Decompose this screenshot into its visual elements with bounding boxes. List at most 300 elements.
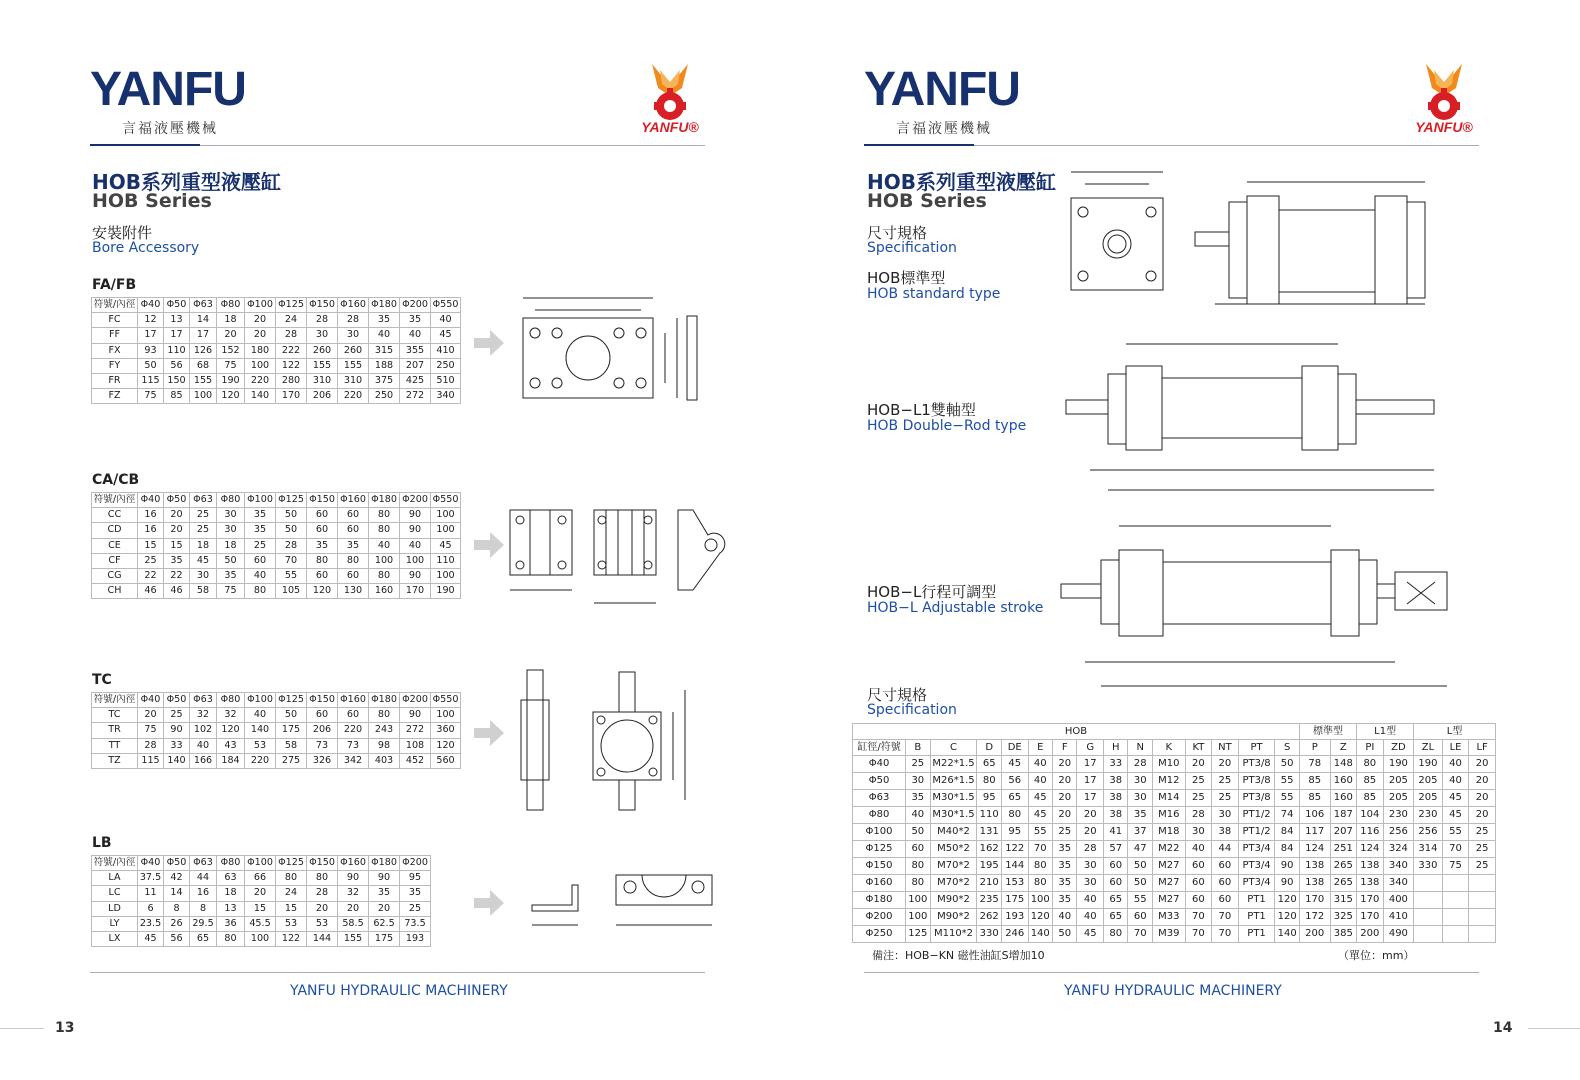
- page-number: 14: [1493, 1020, 1513, 1036]
- table-cell: 65: [190, 931, 217, 946]
- table-cell: 375: [369, 373, 400, 388]
- table-cell: 222: [276, 343, 307, 358]
- spec-cell: 190: [1383, 756, 1414, 773]
- spec-cell: 45: [1442, 790, 1469, 807]
- table-cell: 220: [245, 753, 276, 768]
- table-cell: 105: [276, 584, 307, 599]
- section-label-fafb: FA/FB: [92, 277, 137, 293]
- table-cell: 310: [338, 373, 369, 388]
- table-cell: 8: [164, 901, 190, 916]
- spec-header-cell: ZL: [1414, 740, 1443, 756]
- table-cell: 342: [338, 753, 369, 768]
- spec-cell: 28: [1185, 807, 1212, 824]
- spec-cell: 200: [1299, 926, 1330, 943]
- arrow-right-icon: [474, 532, 504, 558]
- spec-cell: 33: [1104, 756, 1128, 773]
- spec-cell: [1442, 875, 1469, 892]
- table-header-cell: Φ80: [217, 856, 245, 871]
- logo-wordmark: YANFU®: [1415, 119, 1473, 135]
- table-header-cell: Φ63: [190, 493, 217, 508]
- spec-cell: 138: [1357, 858, 1384, 875]
- table-cell: CC: [92, 508, 138, 523]
- table-header-cell: Φ200: [400, 493, 431, 508]
- table-header-cell: Φ100: [245, 493, 276, 508]
- table-header-cell: Φ180: [369, 693, 400, 708]
- lb-foot-bracket-drawing: [512, 865, 722, 937]
- spec-cell: M39: [1152, 926, 1185, 943]
- table-cell: 80: [276, 871, 307, 886]
- spec-cell: 85: [1357, 773, 1384, 790]
- table-cell: 16: [138, 523, 164, 538]
- table-cell: 25: [164, 708, 190, 723]
- spec-cell: 70: [1128, 926, 1152, 943]
- spec-cell: 265: [1330, 875, 1357, 892]
- spec-cell: PT3/4: [1238, 875, 1275, 892]
- spec-cell: Φ250: [853, 926, 906, 943]
- table-row: [853, 824, 1496, 841]
- table-cell: 100: [400, 553, 431, 568]
- table-cell: 45: [431, 538, 461, 553]
- table-cell: 206: [307, 723, 338, 738]
- spec-cell: 70: [1212, 926, 1239, 943]
- table-cell: 16: [190, 886, 217, 901]
- spec-cell: M30*1.5: [930, 807, 977, 824]
- table-cell: 60: [338, 708, 369, 723]
- spec-cell: 265: [1330, 858, 1357, 875]
- table-cell: 110: [431, 553, 461, 568]
- group-std: 標準型: [1299, 724, 1356, 740]
- table-header-cell: Φ150: [307, 298, 338, 313]
- table-cell: TT: [92, 738, 138, 753]
- spec-cell: 65: [1001, 790, 1028, 807]
- table-row: [853, 926, 1496, 943]
- table-cell: 60: [338, 568, 369, 583]
- spec-cell: 20: [1052, 807, 1076, 824]
- table-header-cell: Φ550: [431, 298, 461, 313]
- table-cell: 14: [164, 886, 190, 901]
- spec-cell: M27: [1152, 892, 1185, 909]
- spec-cell: 60: [1128, 909, 1152, 926]
- spec-cell: 65: [977, 756, 1001, 773]
- spec-cell: 116: [1357, 824, 1384, 841]
- spec-header-cell: KT: [1185, 740, 1212, 756]
- table-cell: 93: [138, 343, 164, 358]
- table-cell: 40: [400, 538, 431, 553]
- table-cell: 100: [431, 523, 461, 538]
- right-page: [790, 0, 1580, 1080]
- group-hob: HOB: [853, 724, 1300, 740]
- spec-cell: 40: [906, 807, 930, 824]
- spec-cell: 124: [1299, 841, 1330, 858]
- spec-cell: [1469, 875, 1496, 892]
- table-header-cell: Φ160: [338, 298, 369, 313]
- table-header-cell: Φ550: [431, 493, 461, 508]
- spec-cell: 40: [1052, 909, 1076, 926]
- spec-header-cell: K: [1152, 740, 1185, 756]
- table-header-cell: Φ100: [245, 298, 276, 313]
- table-cell: 12: [138, 313, 164, 328]
- section-label-cacb: CA/CB: [92, 472, 140, 488]
- table-cell: 30: [190, 568, 217, 583]
- spec-cell: 80: [1001, 807, 1028, 824]
- table-cell: 75: [217, 358, 245, 373]
- table-cell: 115: [138, 753, 164, 768]
- table-row: [92, 901, 431, 916]
- table-cell: 25: [400, 901, 431, 916]
- table-cell: 17: [138, 328, 164, 343]
- spec-cell: 25: [906, 756, 930, 773]
- table-cell: 18: [217, 538, 245, 553]
- table-cell: 28: [276, 328, 307, 343]
- table-cell: 80: [245, 584, 276, 599]
- spec-cell: M10: [1152, 756, 1185, 773]
- table-header-cell: Φ40: [138, 298, 164, 313]
- table-row: [92, 916, 431, 931]
- table-cell: CH: [92, 584, 138, 599]
- table-cell: 36: [217, 916, 245, 931]
- spec-cell: 162: [977, 841, 1001, 858]
- spec-cell: 195: [977, 858, 1001, 875]
- table-header-cell: Φ200: [400, 298, 431, 313]
- spec-cell: 45: [1001, 756, 1028, 773]
- table-cell: TR: [92, 723, 138, 738]
- table-header-cell: Φ80: [217, 298, 245, 313]
- table-cell: 90: [400, 708, 431, 723]
- spec-cell: 80: [1028, 875, 1052, 892]
- spec-cell: 56: [1001, 773, 1028, 790]
- spec-cell: 84: [1275, 824, 1299, 841]
- footer-rule: [90, 972, 705, 973]
- table-cell: 102: [190, 723, 217, 738]
- table-cell: 25: [138, 553, 164, 568]
- table-cell: FZ: [92, 389, 138, 404]
- eagle-gear-logo-icon: [632, 56, 708, 136]
- table-cell: 55: [276, 568, 307, 583]
- table-row: [92, 738, 461, 753]
- table-cell: CD: [92, 523, 138, 538]
- spec-cell: 70: [1212, 909, 1239, 926]
- table-cell: 58: [276, 738, 307, 753]
- table-cell: 28: [338, 313, 369, 328]
- table-cell: 20: [245, 886, 276, 901]
- spec-cell: PT3/4: [1238, 858, 1275, 875]
- table-cell: 155: [338, 358, 369, 373]
- spec-cell: 153: [1001, 875, 1028, 892]
- spec-cell: 160: [1330, 773, 1357, 790]
- table-header-cell: 符號/內徑: [92, 298, 138, 313]
- table-row: [853, 807, 1496, 824]
- spec-heading-en: Specification: [867, 702, 957, 718]
- table-cell: 20: [338, 901, 369, 916]
- spec-cell: 80: [977, 773, 1001, 790]
- table-cell: 42: [164, 871, 190, 886]
- spec-cell: [1414, 926, 1443, 943]
- table-cell: 90: [338, 871, 369, 886]
- table-cell: 15: [138, 538, 164, 553]
- spec-cell: 100: [1028, 892, 1052, 909]
- spec-cell: 144: [1001, 858, 1028, 875]
- footer-text: YANFU HYDRAULIC MACHINERY: [290, 983, 508, 999]
- spec-cell: M70*2: [930, 858, 977, 875]
- table-cell: 43: [217, 738, 245, 753]
- table-cell: 50: [217, 553, 245, 568]
- spec-cell: Φ160: [853, 875, 906, 892]
- spec-cell: [1469, 892, 1496, 909]
- spec-cell: 20: [1469, 807, 1496, 824]
- table-cell: 14: [190, 313, 217, 328]
- table-cell: 175: [276, 723, 307, 738]
- table-cell: 73: [338, 738, 369, 753]
- table-cell: 35: [164, 553, 190, 568]
- spec-cell: M50*2: [930, 841, 977, 858]
- spec-header-cell: C: [930, 740, 977, 756]
- spec-cell: PT3/8: [1238, 773, 1275, 790]
- table-cell: 35: [217, 568, 245, 583]
- group-l: L型: [1414, 724, 1496, 740]
- table-cell: 63: [217, 871, 245, 886]
- spec-cell: 30: [1077, 858, 1104, 875]
- table-header-cell: Φ200: [400, 856, 431, 871]
- spec-cell: 60: [1212, 858, 1239, 875]
- spec-cell: 60: [1212, 892, 1239, 909]
- table-cell: 100: [245, 931, 276, 946]
- table-row: [853, 909, 1496, 926]
- spec-cell: 65: [1104, 892, 1128, 909]
- spec-cell: 490: [1383, 926, 1414, 943]
- spec-header-cell: S: [1275, 740, 1299, 756]
- table-cell: 30: [217, 523, 245, 538]
- double-rod-cn: HOB−L1雙軸型: [867, 401, 976, 419]
- table-cell: 160: [369, 584, 400, 599]
- spec-cell: 17: [1077, 756, 1104, 773]
- table-cell: 100: [431, 708, 461, 723]
- table-cell: 155: [190, 373, 217, 388]
- table-cell: 60: [338, 508, 369, 523]
- spec-cell: 60: [1185, 875, 1212, 892]
- spec-cell: 40: [1185, 841, 1212, 858]
- spec-cell: 193: [1001, 909, 1028, 926]
- table-cell: 30: [217, 508, 245, 523]
- spec-header-cell: E: [1028, 740, 1052, 756]
- table-cell: 30: [307, 328, 338, 343]
- spec-cell: 55: [1128, 892, 1152, 909]
- table-cell: 8: [190, 901, 217, 916]
- spec-cell: 175: [1001, 892, 1028, 909]
- table-cell: 56: [164, 931, 190, 946]
- spec-cell: PT1/2: [1238, 807, 1275, 824]
- double-rod-en: HOB Double−Rod type: [867, 418, 1027, 434]
- table-cell: 40: [400, 328, 431, 343]
- table-cell: 70: [276, 553, 307, 568]
- table-cell: 452: [400, 753, 431, 768]
- arrow-right-icon: [474, 890, 504, 916]
- table-cell: 155: [338, 931, 369, 946]
- table-cell: 60: [307, 708, 338, 723]
- spec-cell: 205: [1383, 790, 1414, 807]
- table-header-cell: Φ40: [138, 693, 164, 708]
- spec-cell: 80: [1104, 926, 1128, 943]
- table-cell: 13: [164, 313, 190, 328]
- spec-cell: 50: [906, 824, 930, 841]
- table-cell: 75: [138, 723, 164, 738]
- table-cell: 260: [307, 343, 338, 358]
- spec-cell: 400: [1383, 892, 1414, 909]
- spec-cell: 40: [1028, 773, 1052, 790]
- table-header-cell: Φ160: [338, 856, 369, 871]
- table-cell: 20: [245, 313, 276, 328]
- table-header-cell: Φ50: [164, 693, 190, 708]
- spec-cell: 74: [1275, 807, 1299, 824]
- table-cell: 250: [431, 358, 461, 373]
- table-cell: 100: [190, 389, 217, 404]
- spec-cell: 131: [977, 824, 1001, 841]
- fafb-flange-drawing: [515, 288, 715, 420]
- table-cell: 35: [338, 538, 369, 553]
- page-title-en: HOB Series: [92, 190, 212, 212]
- table-cell: 144: [307, 931, 338, 946]
- table-cell: 170: [400, 584, 431, 599]
- spec-cell: M22*1.5: [930, 756, 977, 773]
- table-cell: 560: [431, 753, 461, 768]
- table-cell: 120: [307, 584, 338, 599]
- table-cell: 40: [369, 328, 400, 343]
- table-cell: 33: [164, 738, 190, 753]
- spec-cell: 28: [1077, 841, 1104, 858]
- spec-cell: PT1: [1238, 909, 1275, 926]
- spec-cell: 37: [1128, 824, 1152, 841]
- table-cell: 35: [245, 508, 276, 523]
- table-cell: 403: [369, 753, 400, 768]
- table-cell: 32: [217, 708, 245, 723]
- spec-cell: M40*2: [930, 824, 977, 841]
- spec-cell: Φ40: [853, 756, 906, 773]
- table-cell: 90: [369, 871, 400, 886]
- table-row: [853, 892, 1496, 909]
- table-cell: 152: [217, 343, 245, 358]
- hob-standard-drawing: [1065, 162, 1485, 312]
- table-cell: 120: [431, 738, 461, 753]
- table-cell: 75: [138, 389, 164, 404]
- table-cell: 275: [276, 753, 307, 768]
- spec-cell: M90*2: [930, 892, 977, 909]
- spec-cell: 30: [1212, 807, 1239, 824]
- spec-cell: PT3/8: [1238, 756, 1275, 773]
- spec-cell: 160: [1330, 790, 1357, 807]
- table-cell: 207: [400, 358, 431, 373]
- table-cell: 40: [245, 708, 276, 723]
- brand-subtitle: 言福液壓機械: [896, 121, 992, 137]
- spec-cell: 340: [1383, 858, 1414, 875]
- spec-cell: 35: [1128, 807, 1152, 824]
- spec-cell: 60: [1104, 858, 1128, 875]
- spec-cell: PT3/4: [1238, 841, 1275, 858]
- table-header-cell: Φ80: [217, 693, 245, 708]
- page-number-rule: [0, 1028, 44, 1029]
- spec-cell: Φ100: [853, 824, 906, 841]
- arrow-right-icon: [474, 720, 504, 746]
- spec-cell: 55: [1442, 824, 1469, 841]
- table-cell: 80: [307, 871, 338, 886]
- table-row: [853, 858, 1496, 875]
- table-cell: 35: [369, 886, 400, 901]
- hob-double-rod-drawing: [1060, 330, 1460, 505]
- logo-wordmark: YANFU®: [641, 119, 699, 135]
- spec-cell: 75: [1442, 858, 1469, 875]
- table-cell: 110: [164, 343, 190, 358]
- table-cell: 100: [431, 508, 461, 523]
- spec-cell: 85: [1299, 790, 1330, 807]
- table-cell: 23.5: [138, 916, 164, 931]
- cacb-clevis-drawing: [508, 505, 748, 610]
- table-cell: LX: [92, 931, 138, 946]
- subtitle-en: Bore Accessory: [92, 240, 200, 256]
- table-cell: 80: [217, 931, 245, 946]
- table-cell: 80: [369, 508, 400, 523]
- table-cell: 80: [369, 568, 400, 583]
- table-cell: 250: [369, 389, 400, 404]
- spec-cell: 80: [906, 875, 930, 892]
- page-title-cn: HOB系列重型液壓缸: [92, 170, 281, 194]
- table-cell: 66: [245, 871, 276, 886]
- table-cell: 220: [245, 373, 276, 388]
- table-cell: 58.5: [338, 916, 369, 931]
- table-cell: LA: [92, 871, 138, 886]
- table-cell: 60: [307, 568, 338, 583]
- table-fafb: [91, 297, 461, 404]
- table-row: [92, 584, 461, 599]
- subtitle-en: Specification: [867, 240, 957, 256]
- spec-cell: M27: [1152, 875, 1185, 892]
- table-cell: 20: [307, 901, 338, 916]
- table-cell: TC: [92, 708, 138, 723]
- table-cell: 410: [431, 343, 461, 358]
- table-row: [92, 538, 461, 553]
- table-cell: 166: [190, 753, 217, 768]
- spec-cell: 190: [1414, 756, 1443, 773]
- spec-cell: 20: [1469, 790, 1496, 807]
- adjustable-en: HOB−L Adjustable stroke: [867, 600, 1044, 616]
- table-cell: 220: [338, 389, 369, 404]
- spec-cell: 85: [1299, 773, 1330, 790]
- table-cell: 60: [338, 523, 369, 538]
- table-cell: 46: [164, 584, 190, 599]
- spec-cell: 325: [1330, 909, 1357, 926]
- spec-cell: [1414, 875, 1443, 892]
- table-cell: 80: [307, 553, 338, 568]
- page-number-rule: [1528, 1028, 1580, 1029]
- table-cell: 155: [307, 358, 338, 373]
- table-cell: 28: [307, 886, 338, 901]
- table-header-cell: Φ63: [190, 693, 217, 708]
- spec-header-cell: G: [1077, 740, 1104, 756]
- spec-cell: PT3/8: [1238, 790, 1275, 807]
- table-cell: 95: [400, 871, 431, 886]
- table-cell: 85: [164, 389, 190, 404]
- table-cell: 15: [245, 901, 276, 916]
- subtitle-cn: 尺寸規格: [867, 224, 928, 242]
- spec-cell: 40: [1442, 756, 1469, 773]
- spec-cell: 207: [1330, 824, 1357, 841]
- spec-cell: M30*1.5: [930, 790, 977, 807]
- table-cell: 120: [217, 723, 245, 738]
- spec-cell: 230: [1383, 807, 1414, 824]
- spec-cell: 80: [1028, 858, 1052, 875]
- table-cell: 15: [164, 538, 190, 553]
- spec-cell: 20: [1469, 773, 1496, 790]
- spec-cell: 35: [1052, 892, 1076, 909]
- spec-cell: [1442, 926, 1469, 943]
- spec-cell: 120: [1275, 892, 1299, 909]
